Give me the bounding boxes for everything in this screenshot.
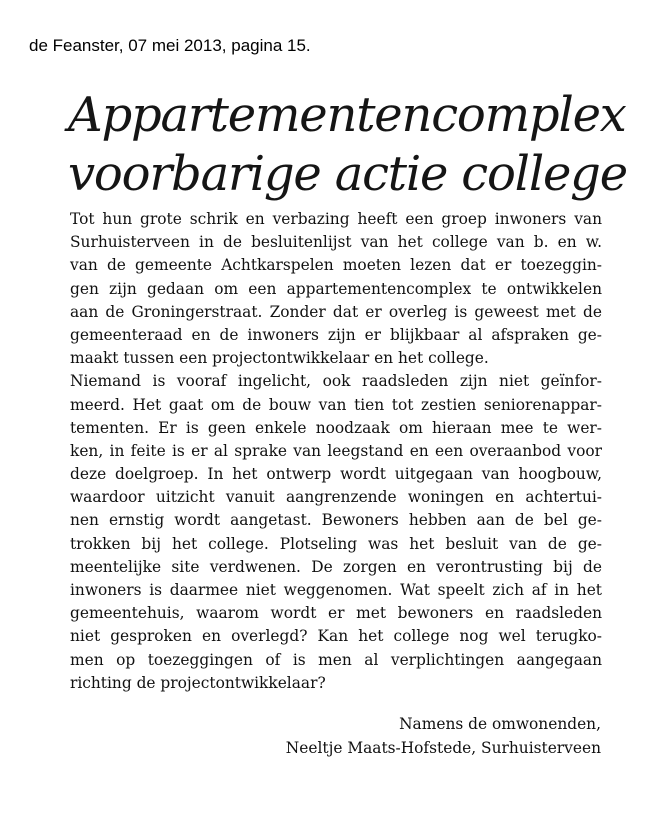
text-line: deze doelgroep. In het ontwerp wordt uitgegaan van hoogbouw, [70, 465, 602, 484]
text-line: trokken bij het college. Plotseling was het besluit van de ge- [70, 534, 602, 553]
text-line: waardoor uitzicht vanuit aangrenzende woningen en achtertui- [70, 488, 602, 507]
text-line: Niemand is vooraf ingelicht, ook raadsleden zijn niet geïnfor- [70, 372, 602, 391]
signature-block [286, 712, 601, 760]
signature-line: Namens de omwonenden, [399, 715, 601, 733]
paragraph [70, 370, 602, 695]
article-headline [68, 86, 628, 204]
text-line: tementen. Er is geen enkele noodzaak om hieraan mee te wer- [70, 418, 602, 437]
headline-line: voorbarige actie college [68, 146, 627, 202]
signature-author: Neeltje Maats-Hofstede, Surhuisterveen [285, 739, 601, 757]
source-citation: de Feanster, 07 mei 2013, pagina 15. [29, 36, 311, 55]
text-line: inwoners is daarmee niet weggenomen. Wat speelt zich af in het [70, 581, 602, 599]
article-body [70, 208, 602, 695]
text-line: meentelijke site verdwenen. De zorgen en verontrusting bij de [70, 557, 602, 576]
headline-line: Appartementencomplex [68, 87, 626, 143]
text-line: gemeenteraad en de inwoners zijn er blijkbaar al afspraken ge- [70, 325, 602, 344]
text-line: richting de projectontwikkelaar? [70, 673, 326, 692]
text-line: men op toezeggingen of is men al verplichtingen aangegaan [70, 650, 602, 669]
text-line: ken, in feite is er al sprake van leegstand en een overaanbod voor [70, 441, 602, 460]
text-line: niet gesproken en overlegd? Kan het college nog wel terugko- [70, 627, 602, 646]
text-line: Surhuisterveen in de besluitenlijst van het college van b. en w. [70, 233, 602, 252]
text-line: Tot hun grote schrik en verbazing heeft een groep inwoners van [70, 210, 602, 228]
text-line: van de gemeente Achtkarspelen moeten lezen dat er toezeggin- [70, 256, 602, 275]
text-line: aan de Groningerstraat. Zonder dat er overleg is geweest met de [70, 302, 602, 321]
paragraph [70, 208, 602, 370]
text-line: gen zijn gedaan om een appartementencomplex te ontwikkelen [70, 279, 602, 298]
text-line: maakt tussen een projectontwikkelaar en het college. [70, 349, 489, 368]
text-line: meerd. Het gaat om de bouw van tien tot zestien seniorenappar- [70, 395, 602, 414]
text-line: gemeentehuis, waarom wordt er met bewoners en raadsleden [70, 604, 602, 623]
text-line: nen ernstig wordt aangetast. Bewoners hebben aan de bel ge- [70, 511, 602, 530]
